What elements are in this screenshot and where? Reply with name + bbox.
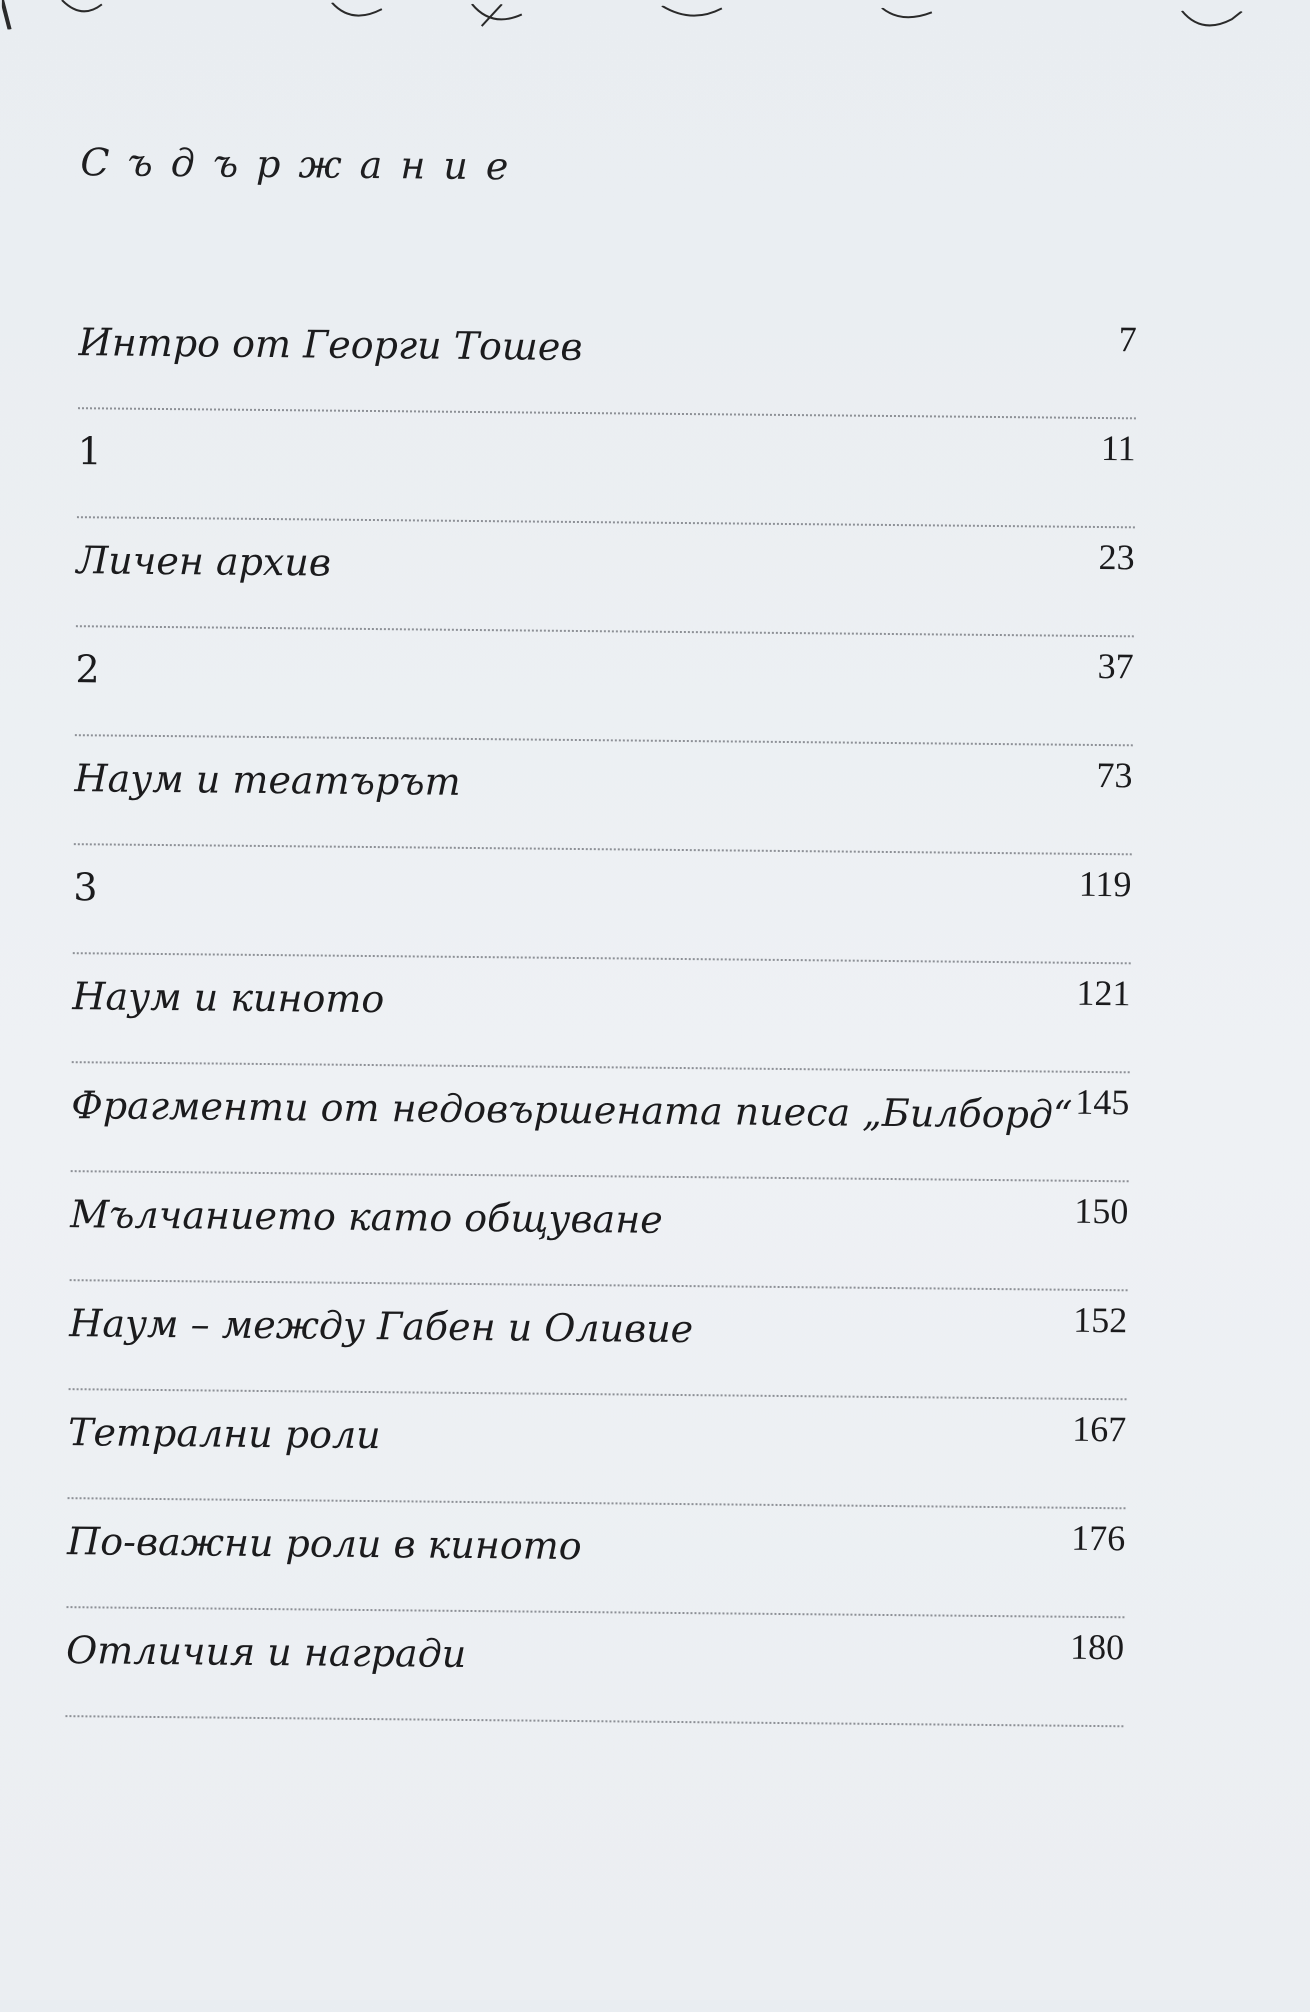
- toc-entry-page-number: 23: [1098, 536, 1135, 578]
- toc-entry: [69, 1281, 1128, 1400]
- toc-entry-label: Тетрални роли: [67, 1410, 381, 1458]
- toc-entry-label: Личен архив: [76, 538, 332, 585]
- toc-entry: [74, 736, 1133, 855]
- toc-entry: [70, 1172, 1129, 1291]
- toc-entry-label: 2: [75, 647, 100, 692]
- toc-entry-label: 3: [73, 865, 98, 910]
- toc-entry: [78, 300, 1137, 419]
- toc-entry-page-number: 152: [1073, 1299, 1128, 1341]
- toc-entry-label: Мълчанието като общуване: [70, 1192, 663, 1242]
- toc-entry-page-number: 180: [1069, 1626, 1125, 1668]
- toc-entry: [71, 1063, 1130, 1182]
- top-edge-decoration: [2, 0, 1310, 42]
- toc-entry: [65, 1608, 1124, 1727]
- toc-entry-page-number: 121: [1076, 972, 1131, 1014]
- table-of-contents: [65, 300, 1137, 1727]
- toc-entry-page-number: 167: [1072, 1408, 1127, 1450]
- toc-entry-page-number: 176: [1071, 1517, 1126, 1559]
- toc-entry: [66, 1499, 1125, 1618]
- toc-entry: [72, 954, 1131, 1073]
- toc-entry-label: Отличия и награди: [65, 1628, 467, 1676]
- toc-entry: [75, 627, 1134, 746]
- toc-entry-page-number: 150: [1074, 1190, 1129, 1232]
- toc-entry-page-number: 145: [1075, 1081, 1130, 1123]
- toc-title: Съдържание: [80, 140, 527, 189]
- toc-entry-label: Интро от Георги Тошев: [78, 320, 583, 370]
- toc-entry-page-number: 11: [1100, 428, 1136, 469]
- toc-entry-page-number: 73: [1096, 754, 1133, 796]
- toc-entry: [68, 1390, 1127, 1509]
- toc-entry-label: Наум – между Габен и Оливие: [69, 1301, 694, 1352]
- toc-entry: [73, 845, 1132, 964]
- toc-entry-label: Фрагменти от недовършената пиеса „Билборд“: [71, 1083, 1073, 1137]
- toc-entry-label: Наум и киното: [72, 974, 385, 1022]
- toc-entry-page-number: 37: [1097, 645, 1134, 687]
- toc-entry-label: По-важни роли в киното: [66, 1519, 582, 1569]
- toc-entry-label: Наум и театърът: [74, 756, 461, 804]
- toc-entry: [76, 518, 1135, 637]
- toc-entry: [77, 409, 1136, 528]
- toc-entry-page-number: 7: [1118, 319, 1137, 360]
- toc-entry-page-number: 119: [1078, 863, 1132, 905]
- toc-entry-label: 1: [77, 429, 102, 474]
